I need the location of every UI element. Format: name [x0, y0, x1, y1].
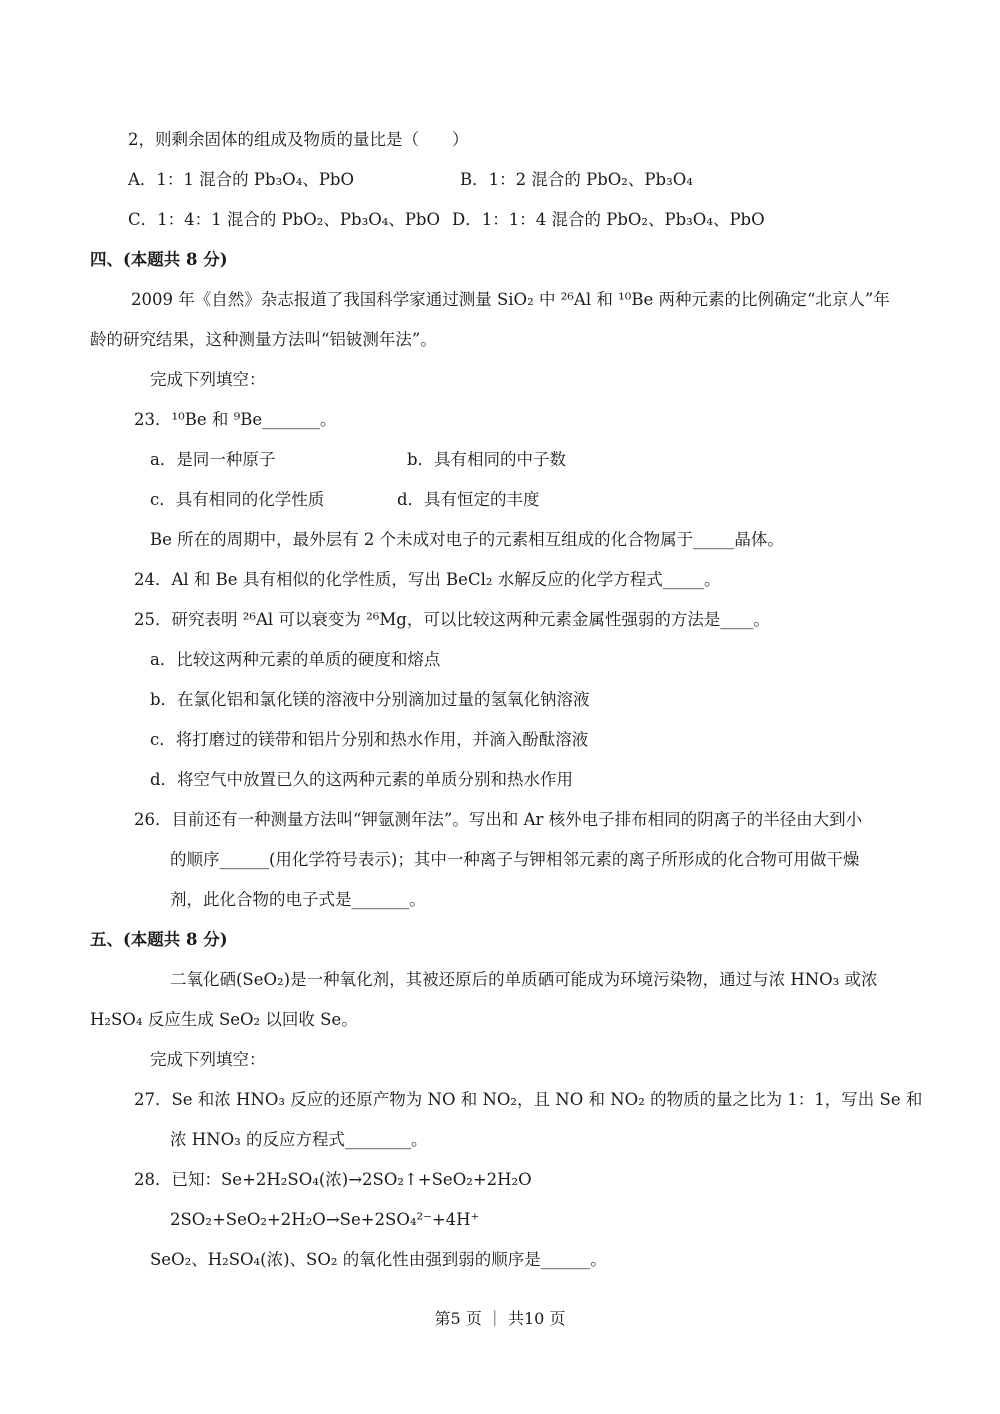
q23-option-d: d．具有恒定的丰度 [397, 490, 540, 509]
q25-option-b: b．在氯化铝和氯化镁的溶液中分别滴加过量的氢氧化钠溶液 [150, 690, 590, 709]
question-28-equation-2: 2SO₂+SeO₂+2H₂O→Se+2SO₄²⁻+4H⁺ [170, 1210, 480, 1229]
section-5-heading: 五、(本题共 8 分) [90, 930, 228, 949]
q25-option-d: d．将空气中放置已久的这两种元素的单质分别和热水作用 [150, 770, 574, 789]
fill-in-instruction: 完成下列填空： [150, 370, 266, 389]
question-26-line-1: 26．目前还有一种测量方法叫“钾氩测年法”。写出和 Ar 核外电子排布相同的阴离子的半径由大到小 [134, 810, 863, 829]
q25-option-c: c．将打磨过的镁带和铝片分别和热水作用，并滴入酚酞溶液 [150, 730, 589, 749]
option-c: C．1：4：1 混合的 PbO₂、Pb₃O₄、PbO [128, 210, 441, 229]
question-25: 25．研究表明 ²⁶Al 可以衰变为 ²⁶Mg，可以比较这两种元素金属性强弱的方法是____。 [134, 610, 770, 629]
q23-follow-up: Be 所在的周期中，最外层有 2 个未成对电子的元素相互组成的化合物属于_____晶体。 [150, 530, 784, 549]
question-27-line-1: 27．Se 和浓 HNO₃ 反应的还原产物为 NO 和 NO₂，且 NO 和 NO₂ 的物质的量之比为 1：1，写出 Se 和 [134, 1090, 923, 1109]
option-b: B．1：2 混合的 PbO₂、Pb₃O₄ [460, 170, 693, 189]
option-a: A．1：1 混合的 Pb₃O₄、PbO [128, 170, 355, 189]
fill-in-instruction-2: 完成下列填空： [150, 1050, 266, 1069]
q23-option-a: a．是同一种原子 [150, 450, 276, 469]
page-footer: 第5 页 ｜ 共10 页 [434, 1309, 566, 1328]
question-23: 23．¹⁰Be 和 ⁹Be_______。 [134, 410, 337, 429]
option-d: D．1：1：4 混合的 PbO₂、Pb₃O₄、PbO [452, 210, 765, 229]
section-4-intro-line-1: 2009 年《自然》杂志报道了我国科学家通过测量 SiO₂ 中 ²⁶Al 和 ¹⁰Be 两种元素的比例确定“北京人”年 [131, 290, 890, 309]
question-22-stem-end: 2，则剩余固体的组成及物质的量比是（ ） [128, 130, 469, 149]
section-5-intro-line-2: H₂SO₄ 反应生成 SeO₂ 以回收 Se。 [90, 1010, 358, 1029]
q25-option-a: a．比较这两种元素的单质的硬度和熔点 [150, 650, 441, 669]
q23-option-c: c．具有相同的化学性质 [150, 490, 325, 509]
section-5-intro-line-1: 二氧化硒(SeO₂)是一种氧化剂，其被还原后的单质硒可能成为环境污染物，通过与浓 HNO₃ 或浓 [170, 970, 878, 989]
section-4-heading: 四、(本题共 8 分) [90, 250, 228, 269]
q23-option-b: b．具有相同的中子数 [407, 450, 567, 469]
question-27-line-2: 浓 HNO₃ 的反应方程式________。 [170, 1130, 428, 1149]
section-4-intro-line-2: 龄的研究结果，这种测量方法叫“铝铍测年法”。 [90, 330, 437, 349]
question-26-line-3: 剂，此化合物的电子式是_______。 [170, 890, 426, 909]
question-28-equation-1: 28．已知：Se+2H₂SO₄(浓)→2SO₂↑+SeO₂+2H₂O [134, 1170, 532, 1189]
question-24: 24．Al 和 Be 具有相似的化学性质，写出 BeCl₂ 水解反应的化学方程式_____。 [134, 570, 721, 589]
question-26-line-2: 的顺序______(用化学符号表示)；其中一种离子与钾相邻元素的离子所形成的化合物可用做干燥 [170, 850, 860, 869]
question-28-prompt: SeO₂、H₂SO₄(浓)、SO₂ 的氧化性由强到弱的顺序是______。 [150, 1250, 607, 1269]
